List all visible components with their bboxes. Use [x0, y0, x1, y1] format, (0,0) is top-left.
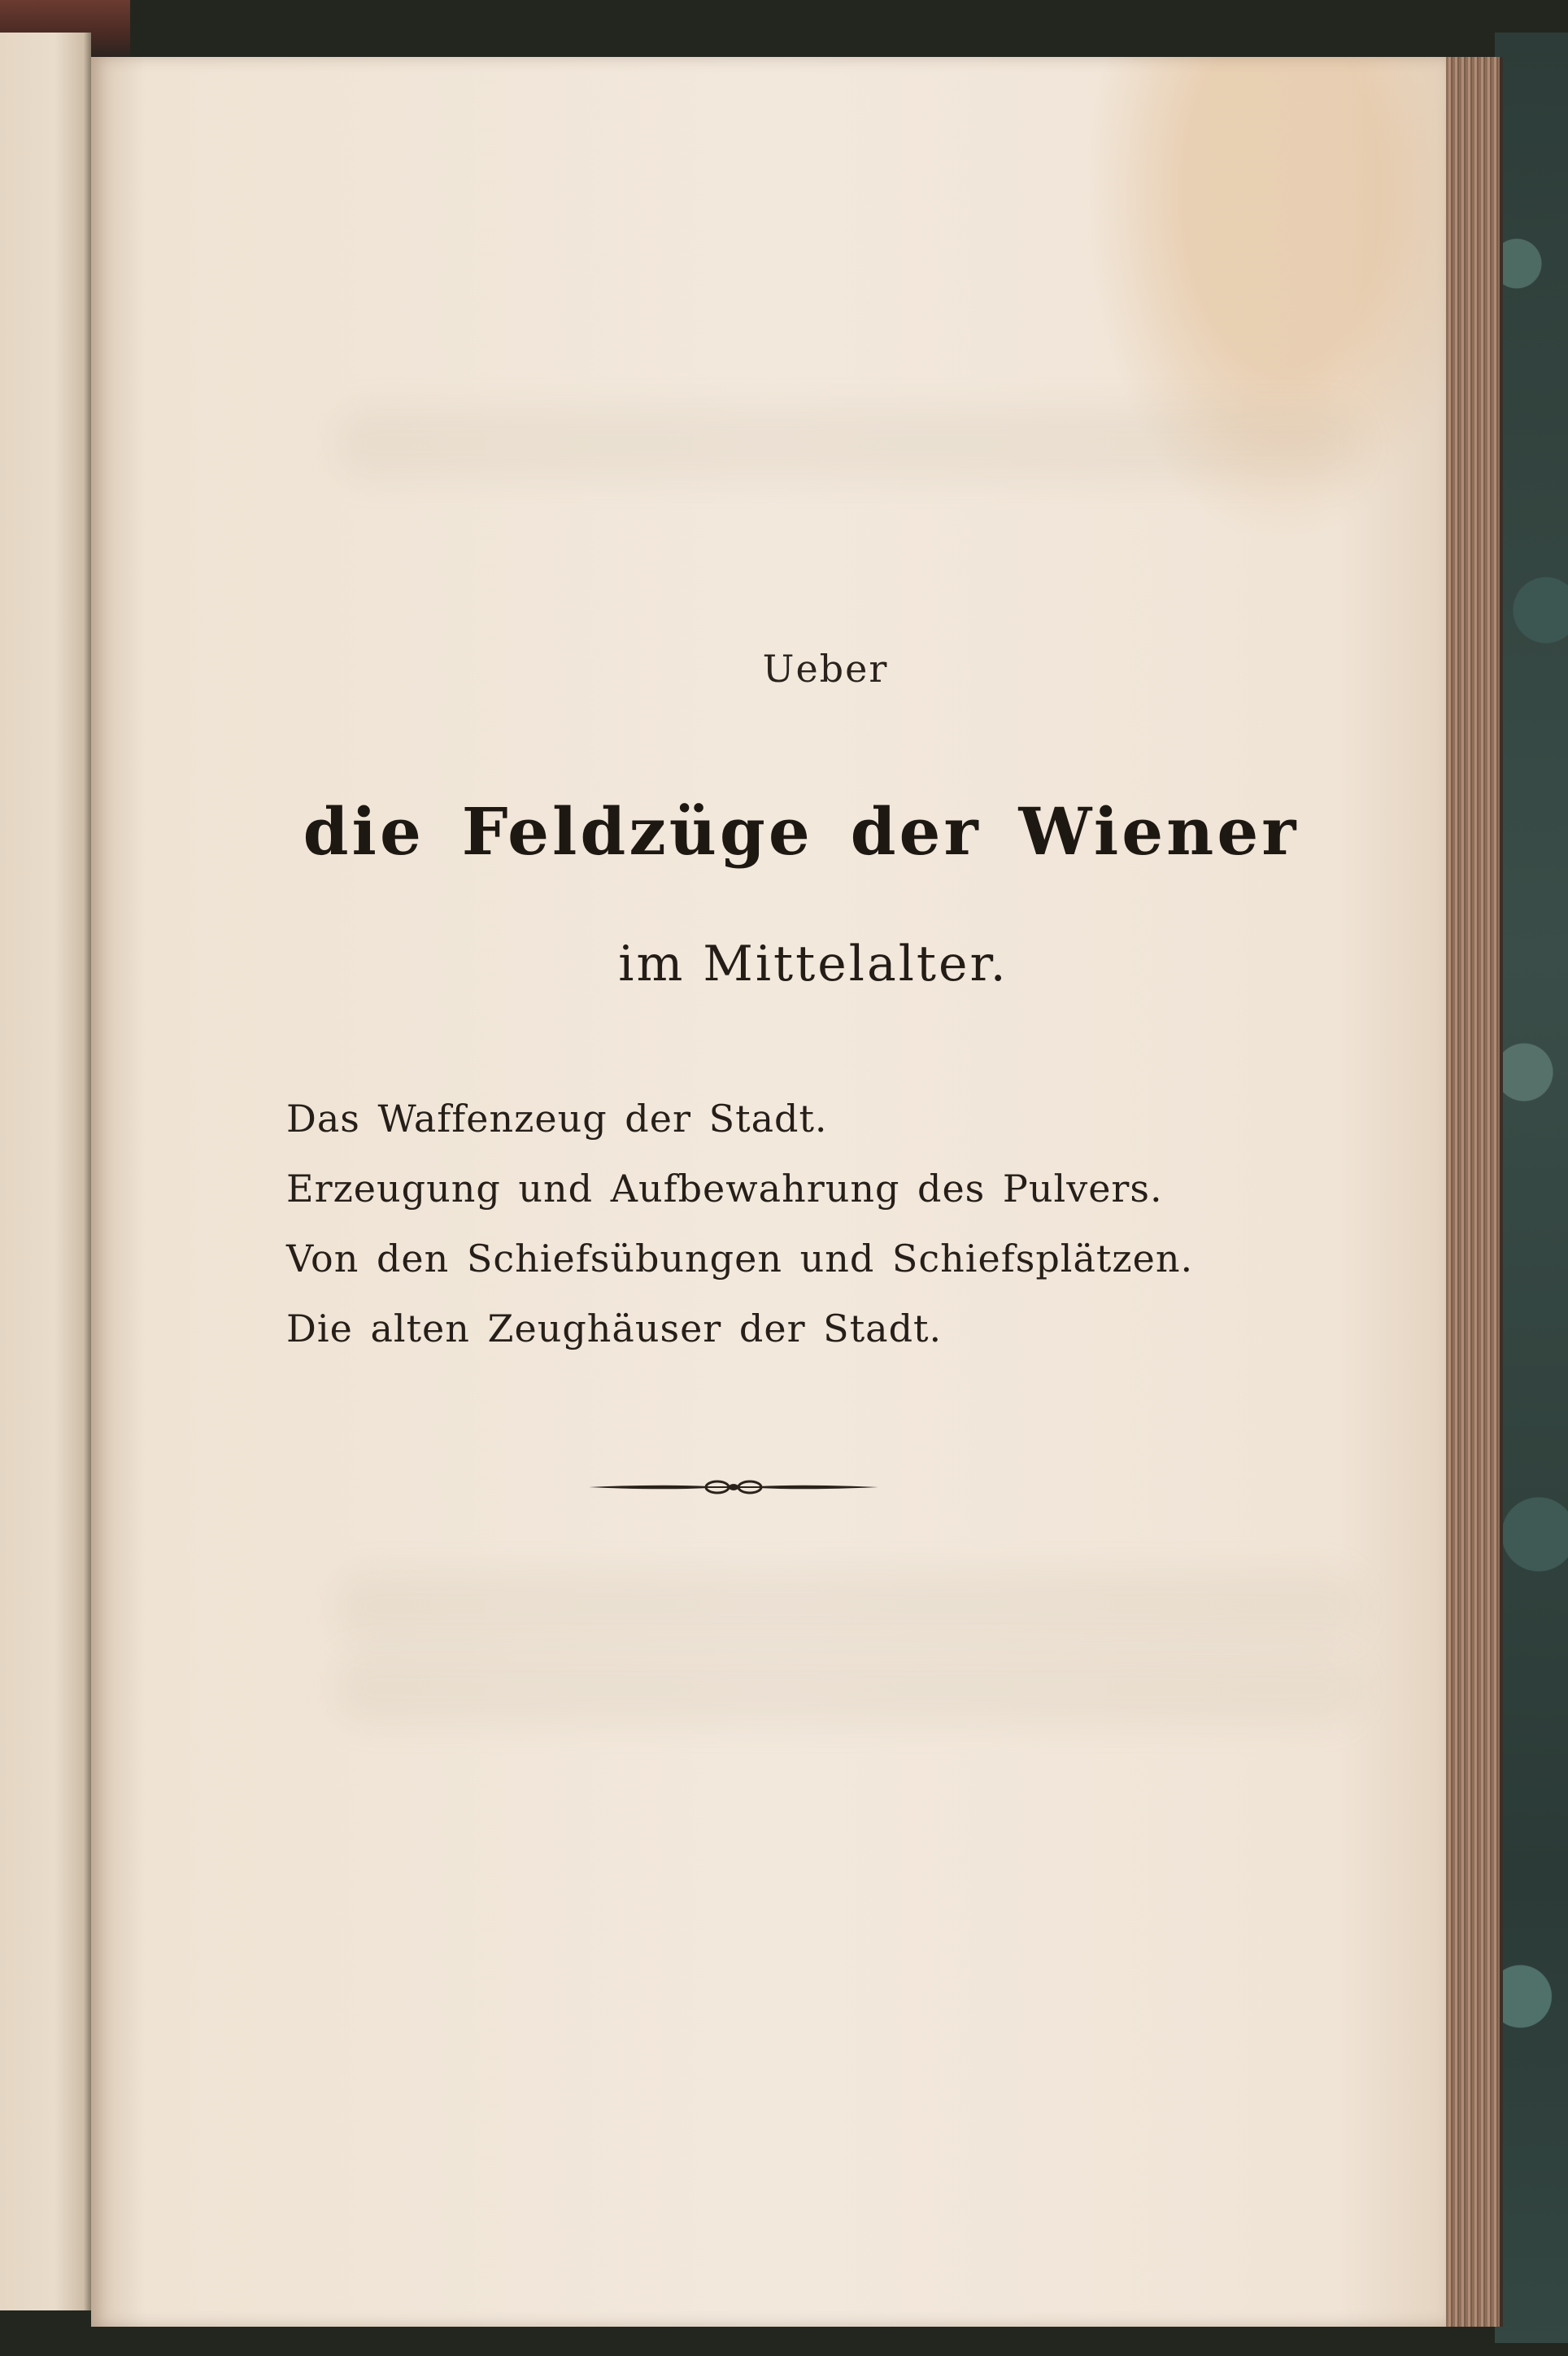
ornament-divider-icon	[587, 1471, 880, 1503]
book-page	[91, 57, 1446, 2327]
previous-page-edge	[0, 33, 91, 2310]
page-block-edges	[1446, 57, 1503, 2327]
contents-item: Die alten Zeughäuser der Stadt.	[286, 1307, 943, 1350]
page-subtitle: im Mittelalter.	[618, 936, 1008, 993]
contents-item: Erzeugung und Aufbewahrung des Pulvers.	[286, 1167, 1163, 1211]
page-content	[91, 57, 1446, 2327]
contents-item: Das Waffenzeug der Stadt.	[286, 1097, 828, 1141]
marbled-cover	[1495, 33, 1568, 2343]
contents-item: Von den Schiefsübungen und Schiefsplätzen.	[286, 1237, 1194, 1281]
contents-list	[286, 1084, 1193, 1363]
page-title: die Feldzüge der Wiener	[303, 793, 1300, 870]
heading-ueber: Ueber	[762, 647, 889, 691]
